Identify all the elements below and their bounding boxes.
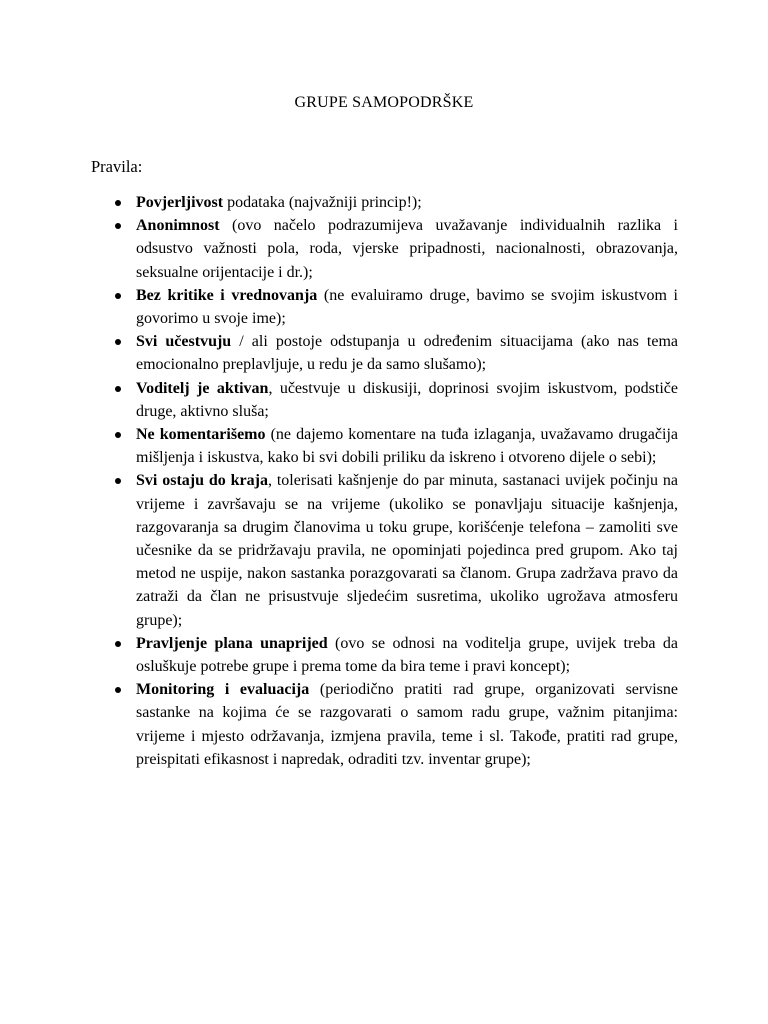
rule-text: , tolerisati kašnjenje do par minuta, sastanaci uvijek počinju na vrijeme i završavaju se na vrijeme (ukoliko se ponavljaju situacije kašnjenja, razgovaranja sa drugim članovima u toku grupe, korišćenje telefona – zamoliti sve učesnike da se pridržavaju pravila, ne opominjati pojedinca pred grupom. Ako taj metod ne uspije, nakon sastanka porazgovarati sa članom. Grupa zadržava pravo da zatraži da član ne prisustvuje sljedećim susretima, ukoliko ugrožava atmosferu grupe); xyxy=(136,472,678,629)
rule-item xyxy=(136,330,678,376)
rule-text: (ovo načelo podrazumijeva uvažavanje individualnih razlika i odsustvo važnosti pola, roda, vjerske pripadnosti, nacionalnosti, obrazovanja, seksualne orijentacije i dr.); xyxy=(136,217,678,281)
rule-text: (periodično pratiti rad grupe, organizovati servisne sastanke na kojima će se razgovarati o samom radu grupe, važnim pitanjima: vrijeme i mjesto održavanja, izmjena pravila, teme i sl. Takođe, pratiti rad grupe, preispitati efikasnost i napredak, odraditi tzv. inventar grupe); xyxy=(136,681,679,768)
rule-name: Svi učestvuju xyxy=(136,333,232,351)
rule-name: Svi ostaju do kraja xyxy=(136,472,268,490)
section-label: Pravila: xyxy=(91,157,143,176)
rule-name: Voditelj je aktivan xyxy=(136,379,269,397)
rule-item xyxy=(136,377,678,423)
rule-text: , učestvuje u diskusiji, doprinosi svojim iskustvom, podstiče druge, aktivno sluša; xyxy=(136,379,678,420)
rule-text: (ne evaluiramo druge, bavimo se svojim iskustvom i govorimo u svoje ime); xyxy=(136,286,678,328)
rule-text: / ali postoje odstupanja u određenim situacijama (ako nas tema emocionalno preplavljuje, u redu je da samo slušamo); xyxy=(136,333,679,374)
rule-text: podataka (najvažniji princip!); xyxy=(223,194,422,211)
rule-item xyxy=(136,191,678,214)
rules-list xyxy=(136,191,678,771)
rule-item xyxy=(136,214,678,284)
rule-item xyxy=(136,632,678,678)
rule-name: Povjerljivost xyxy=(136,194,224,211)
rule-name: Ne komentarišemo xyxy=(136,426,266,444)
rule-item xyxy=(136,469,678,631)
rule-name: Anonimnost xyxy=(136,217,220,235)
rule-text: (ne dajemo komentare na tuđa izlaganja, uvažavamo drugačija mišljenja i iskustva, kako bi svi dobili priliku da iskreno i otvoreno dijele o sebi); xyxy=(136,426,678,467)
rule-item xyxy=(136,423,678,469)
rule-item xyxy=(136,284,678,330)
rule-name: Monitoring i evaluacija xyxy=(136,681,310,699)
document-title: GRUPE SAMOPODRŠKE xyxy=(294,94,474,111)
rule-item xyxy=(136,678,678,771)
rule-name: Pravljenje plana unaprijed xyxy=(136,634,328,652)
rule-name: Bez kritike i vrednovanja xyxy=(136,286,318,304)
rule-text: (ovo se odnosi na voditelja grupe, uvijek treba da osluškuje potrebe grupe i prema tome da bira teme i pravi koncept); xyxy=(136,634,678,676)
